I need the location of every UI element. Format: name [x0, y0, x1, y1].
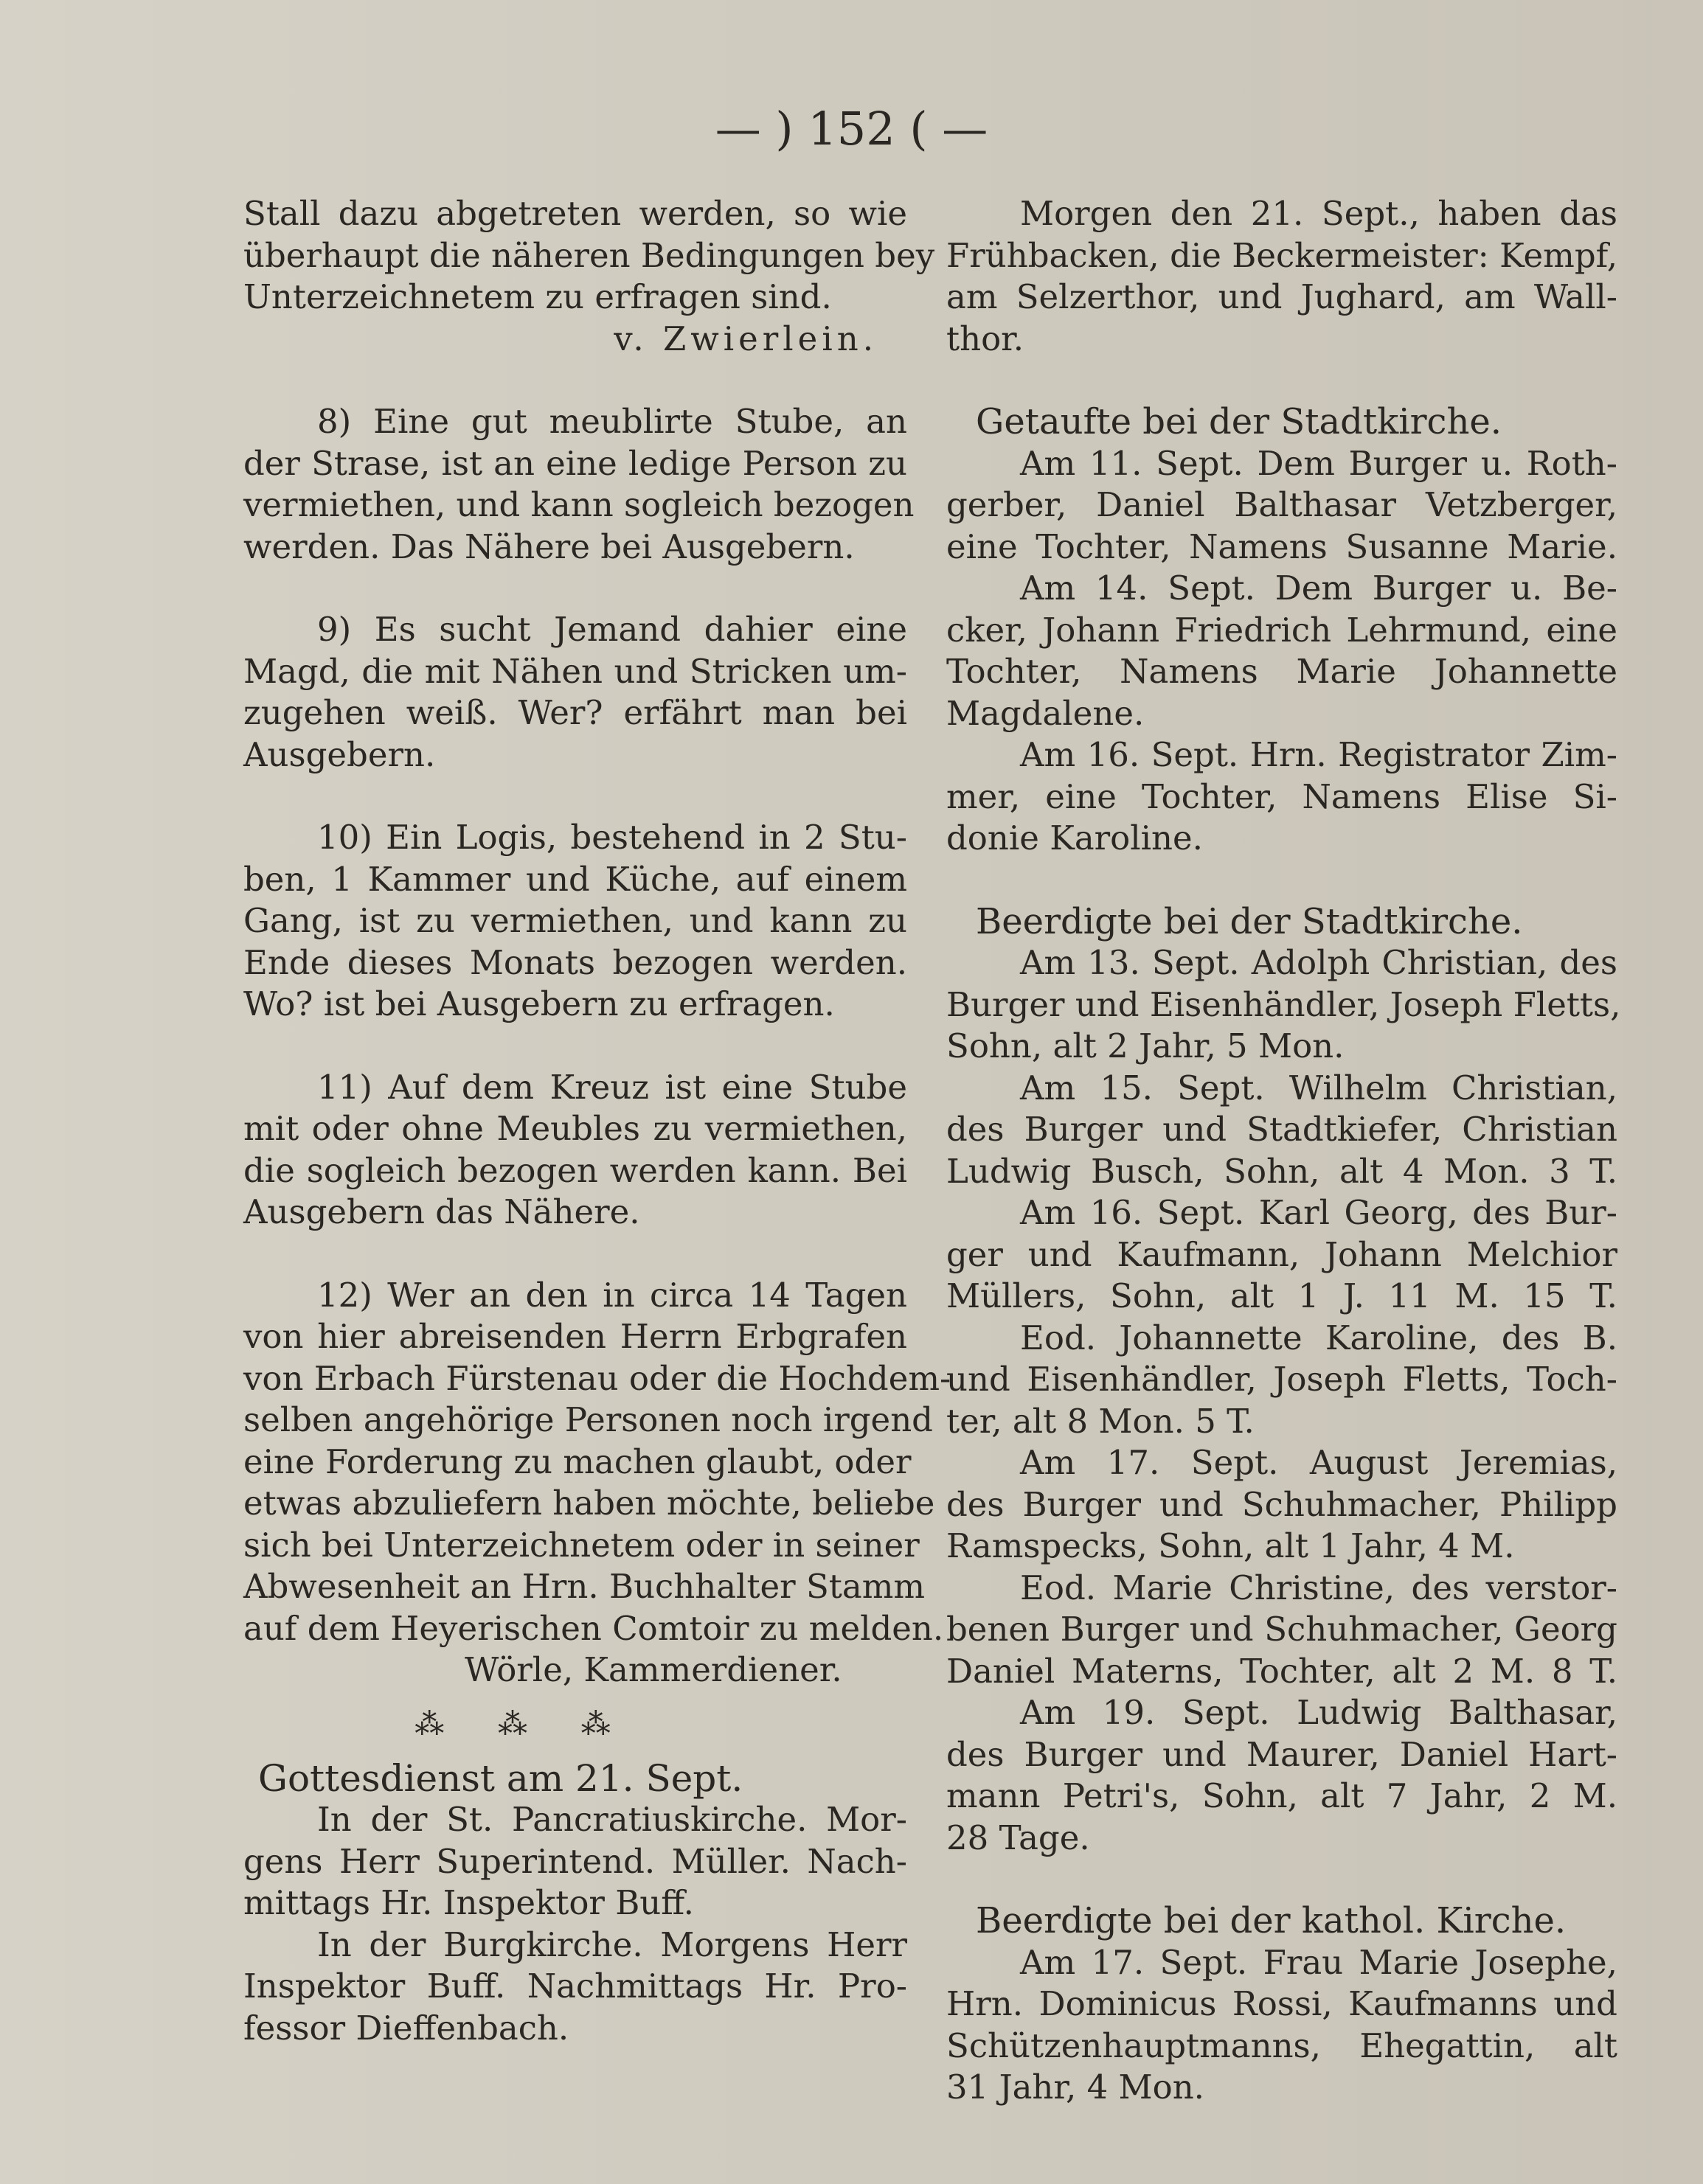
register-line: eine Tochter, Namens Susanne Marie.	[946, 526, 1617, 566]
notice-line: Magd, die mit Nähen und Stricken um-	[243, 651, 907, 691]
text-line: Stall dazu abgetreten werden, so wie	[243, 194, 907, 233]
ornament-divider: ⁂ ⁂ ⁂	[415, 1707, 633, 1742]
notice-line: Wo? ist bei Ausgebern zu erfragen.	[243, 984, 835, 1023]
register-line: mann Petri's, Sohn, alt 7 Jahr, 2 M.	[946, 1776, 1617, 1815]
register-line: mer, eine Tochter, Namens Elise Si-	[946, 776, 1617, 816]
notice-line: thor.	[946, 319, 1024, 358]
text-line: überhaupt die näheren Bedingungen bey	[243, 235, 935, 275]
register-line: Schützenhauptmanns, Ehegattin, alt	[946, 2025, 1617, 2065]
notice-line: eine Forderung zu machen glaubt, oder	[243, 1441, 912, 1481]
notice-line: 11) Auf dem Kreuz ist eine Stube	[317, 1067, 907, 1107]
service-line: mittags Hr. Inspektor Buff.	[243, 1883, 694, 1922]
notice-line: vermiethen, und kann sogleich bezogen	[243, 485, 915, 524]
register-line: Daniel Materns, Tochter, alt 2 M. 8 T.	[946, 1651, 1617, 1691]
notice-line: auf dem Heyerischen Comtoir zu melden.	[243, 1608, 944, 1648]
notice-line: etwas abzuliefern haben möchte, beliebe	[243, 1484, 935, 1523]
right-column	[946, 193, 1621, 2109]
notice-line: Abwesenheit an Hrn. Buchhalter Stamm	[243, 1567, 926, 1606]
notice-line: Frühbacken, die Beckermeister: Kempf,	[946, 235, 1617, 275]
notice-line: 10) Ein Logis, bestehend in 2 Stu-	[317, 818, 907, 857]
register-line: Am 14. Sept. Dem Burger u. Be-	[1020, 568, 1617, 608]
notice-line: mit oder ohne Meubles zu vermiethen,	[243, 1109, 907, 1148]
notice-line: 12) Wer an den in circa 14 Tagen	[317, 1275, 907, 1315]
left-column	[243, 193, 951, 2049]
signature: v. Zwierlein.	[614, 319, 878, 358]
notice-line: selben angehörige Personen noch irgend	[243, 1400, 933, 1439]
notice-line: 9) Es sucht Jemand dahier eine	[317, 610, 907, 649]
register-line: 31 Jahr, 4 Mon.	[946, 2068, 1204, 2107]
register-line: Tochter, Namens Marie Johannette	[946, 652, 1617, 691]
page-number-header: — ) 152 ( —	[715, 102, 988, 156]
notice-line: von Erbach Fürstenau oder die Hochdem-	[243, 1358, 951, 1398]
signature: Wörle, Kammerdiener.	[465, 1650, 842, 1689]
register-line: Am 11. Sept. Dem Burger u. Roth-	[1020, 443, 1617, 483]
register-line: Am 17. Sept. August Jeremias,	[1020, 1443, 1617, 1482]
register-line: des Burger und Schuhmacher, Philipp	[946, 1484, 1617, 1524]
register-line: Am 15. Sept. Wilhelm Christian,	[1020, 1068, 1617, 1107]
section-heading: Beerdigte bei der kathol. Kirche.	[976, 1900, 1567, 1941]
section-heading: Gottesdienst am 21. Sept.	[258, 1756, 743, 1800]
notice-line: ben, 1 Kammer und Küche, auf einem	[243, 859, 907, 899]
service-line: gens Herr Superintend. Müller. Nach-	[243, 1841, 907, 1881]
register-line: Am 16. Sept. Hrn. Registrator Zim-	[1020, 735, 1617, 774]
notice-line: die sogleich bezogen werden kann. Bei	[243, 1150, 907, 1190]
text-line: Unterzeichnetem zu erfragen sind.	[243, 277, 832, 316]
notice-line: der Strase, ist an eine ledige Person zu	[243, 443, 907, 483]
notice-line: von hier abreisenden Herrn Erbgrafen	[243, 1317, 907, 1356]
register-line: und Eisenhändler, Joseph Fletts, Toch-	[946, 1360, 1617, 1399]
register-line: Müllers, Sohn, alt 1 J. 11 M. 15 T.	[946, 1276, 1617, 1315]
register-line: Ludwig Busch, Sohn, alt 4 Mon. 3 T.	[946, 1151, 1617, 1191]
notice-line: sich bei Unterzeichnetem oder in seiner	[243, 1525, 920, 1565]
register-line: ter, alt 8 Mon. 5 T.	[946, 1401, 1255, 1441]
register-line: donie Karoline.	[946, 818, 1203, 858]
service-line: In der St. Pancratiuskirche. Mor-	[317, 1800, 907, 1839]
notice-line: 8) Eine gut meublirte Stube, an	[317, 402, 907, 441]
register-line: Eod. Marie Christine, des verstor-	[1020, 1568, 1617, 1607]
service-line: Inspektor Buff. Nachmittags Hr. Pro-	[243, 1966, 907, 2006]
notice-line: am Selzerthor, und Jughard, am Wall-	[946, 277, 1617, 316]
register-line: des Burger und Stadtkiefer, Christian	[946, 1110, 1617, 1149]
service-line: In der Burgkirche. Morgens Herr	[317, 1924, 907, 1964]
register-line: Am 17. Sept. Frau Marie Josephe,	[1020, 1942, 1617, 1982]
register-line: Burger und Eisenhändler, Joseph Fletts,	[946, 984, 1621, 1024]
service-line: fessor Dieffenbach.	[243, 2008, 569, 2048]
notice-line: werden. Das Nähere bei Ausgebern.	[243, 526, 855, 566]
notice-line: Ende dieses Monats bezogen werden.	[243, 942, 907, 982]
register-line: gerber, Daniel Balthasar Vetzberger,	[946, 485, 1617, 524]
notice-line: Ausgebern das Nähere.	[243, 1192, 640, 1231]
register-line: Hrn. Dominicus Rossi, Kaufmanns und	[946, 1984, 1617, 2023]
register-line: Am 13. Sept. Adolph Christian, des	[1020, 943, 1617, 982]
register-line: 28 Tage.	[946, 1818, 1090, 1857]
section-heading: Getaufte bei der Stadtkirche.	[976, 401, 1502, 442]
register-line: Am 16. Sept. Karl Georg, des Bur-	[1020, 1193, 1617, 1232]
notice-line: Morgen den 21. Sept., haben das	[1020, 194, 1617, 233]
register-line: benen Burger und Schuhmacher, Georg	[946, 1610, 1617, 1649]
section-heading: Beerdigte bei der Stadtkirche.	[976, 900, 1523, 942]
notice-line: Ausgebern.	[243, 734, 436, 774]
notice-line: zugehen weiß. Wer? erfährt man bei	[243, 693, 907, 732]
register-line: Am 19. Sept. Ludwig Balthasar,	[1020, 1693, 1617, 1732]
register-line: Sohn, alt 2 Jahr, 5 Mon.	[946, 1026, 1345, 1065]
register-line: des Burger und Maurer, Daniel Hart-	[946, 1734, 1617, 1774]
register-line: cker, Johann Friedrich Lehrmund, eine	[946, 610, 1617, 650]
notice-line: Gang, ist zu vermiethen, und kann zu	[243, 901, 907, 940]
register-line: Eod. Johannette Karoline, des B.	[1020, 1318, 1617, 1357]
register-line: ger und Kaufmann, Johann Melchior	[946, 1234, 1617, 1274]
register-line: Magdalene.	[946, 693, 1145, 733]
register-line: Ramspecks, Sohn, alt 1 Jahr, 4 M.	[946, 1526, 1515, 1565]
